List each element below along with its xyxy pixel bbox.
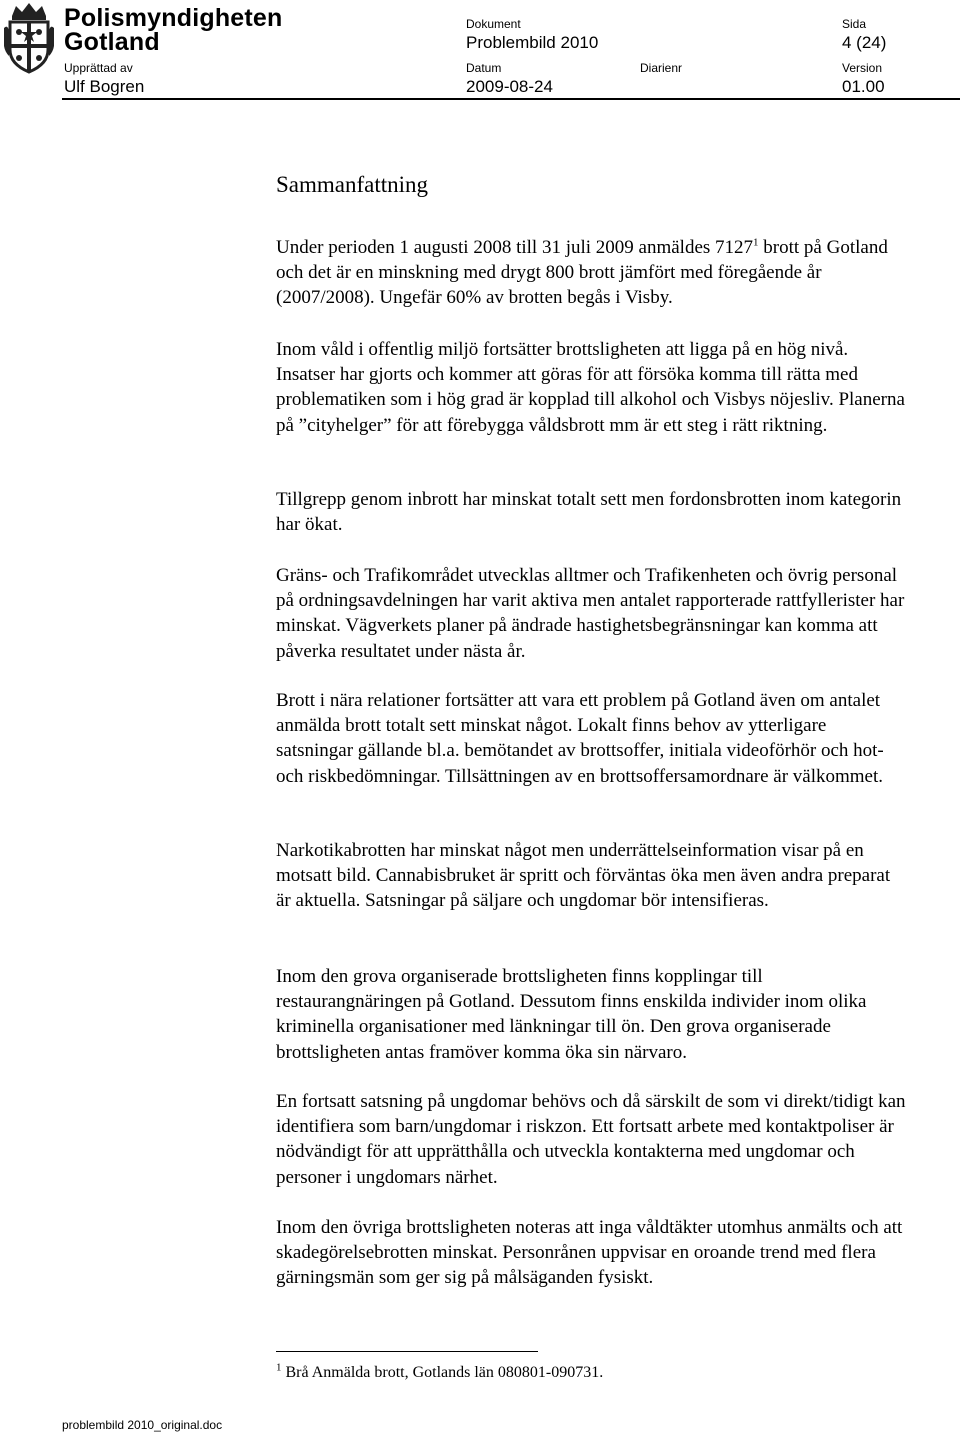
section-title: Sammanfattning [276,172,429,197]
page-label: Sida [842,17,867,31]
author-value: Ulf Bogren [64,77,145,96]
document-value: Problembild 2010 [466,33,599,52]
version-label: Version [842,61,883,75]
police-crest-logo-icon [2,2,56,76]
paragraph-9: Inom den övriga brottsligheten noteras att inga våldtäkter utomhus anmälts och att skadegörelsebrotten minskat. Personrånen uppvisar en oroande trend med flera gärningsmän som ger sig på målsäganden fysiskt. [276,1217,903,1289]
paragraph-4: Gräns- och Trafikområdet utvecklas alltmer och Trafikenheten och övrig personal på ordningsavdelningen har varit aktiva men antalet rapporterade rattfyllerister har minskat. Vägverkets planer på ändrade hastighetsbegränsningar kan komma att påverka resultatet under nästa år. [276,565,905,662]
paragraph-6: Narkotikabrotten har minskat något men underrättelseinformation visar på en motsatt bild. Cannabisbruket är spritt och förväntas öka men även andra preparat är aktuella. Satsningar på säljare och ungdomar bör intensifieras. [276,840,891,912]
header-divider [62,98,960,100]
paragraph-1 [276,235,908,311]
author-label: Upprättad av [64,61,133,75]
footnote-reference[interactable]: 1 [753,236,759,249]
paragraph-7: Inom den grova organiserade brottsligheten finns kopplingar till restaurangnäringen på Gotland. Dessutom finns enskilda individer inom olika kriminella organisationer med länkningar till ön. Den grova organiserade brottsligheten antas framöver komma öka sin närvaro. [276,966,867,1063]
organization-name-line2: Gotland [64,28,160,56]
footnote-number: 1 [276,1361,282,1374]
footnote-separator [276,1351,538,1352]
organization-name [64,6,283,54]
footer-filename: problembild 2010_original.doc [62,1418,223,1432]
paragraph-5: Brott i nära relationer fortsätter att vara ett problem på Gotland även om antalet anmälda brott totalt sett minskat något. Lokalt finns behov av ytterligare satsningar gällande bl.a. bemötandet av brottsoffer, initiala videoförhör och hot- och riskbedömningar. Tillsättningen av en brottsoffersamordnare är välkommet. [276,690,884,787]
paragraph-3: Tillgrepp genom inbrott har minskat totalt sett men fordonsbrotten inom kategorin har ökat. [276,489,902,536]
organization-name-line1: Polismyndigheten [64,4,283,32]
document-label: Dokument [466,17,521,31]
diarienr-label: Diarienr [640,61,683,75]
date-label: Datum [466,61,502,75]
paragraph-1-text-a: Under perioden 1 augusti 2008 till 31 juli 2009 anmäldes 7127 [276,237,754,258]
date-value: 2009-08-24 [466,77,553,96]
paragraph-8: En fortsatt satsning på ungdomar behövs och då särskilt de som vi direkt/tidigt kan identifiera som barn/ungdomar i riskzon. Ett fortsatt arbete med kontaktpoliser är nödvändigt för att upprätthålla och utveckla kontakterna med ungdomar och personer i ungdomars närhet. [276,1091,906,1188]
footnote-text: Brå Anmälda brott, Gotlands län 080801-090731. [285,1364,604,1381]
paragraph-2: Inom våld i offentlig miljö fortsätter brottsligheten att ligga på en hög nivå. Insatser har gjorts och kommer att göras för att försöka komma till rätta med problematiken som i hög grad är kopplad till alkohol och Visbys nöjesliv. Planerna på ”cityhelger” för att förebygga våldsbrott mm är ett steg i rätt riktning. [276,339,905,436]
footnote [276,1362,603,1384]
page-value: 4 (24) [842,33,887,52]
version-value: 01.00 [842,77,885,96]
paragraph-1-text-b: brott på Gotland och det är en minskning med drygt 800 brott jämfört med föregående år (2007/2008). Ungefär 60% av brotten begås i Visby. [276,237,888,309]
